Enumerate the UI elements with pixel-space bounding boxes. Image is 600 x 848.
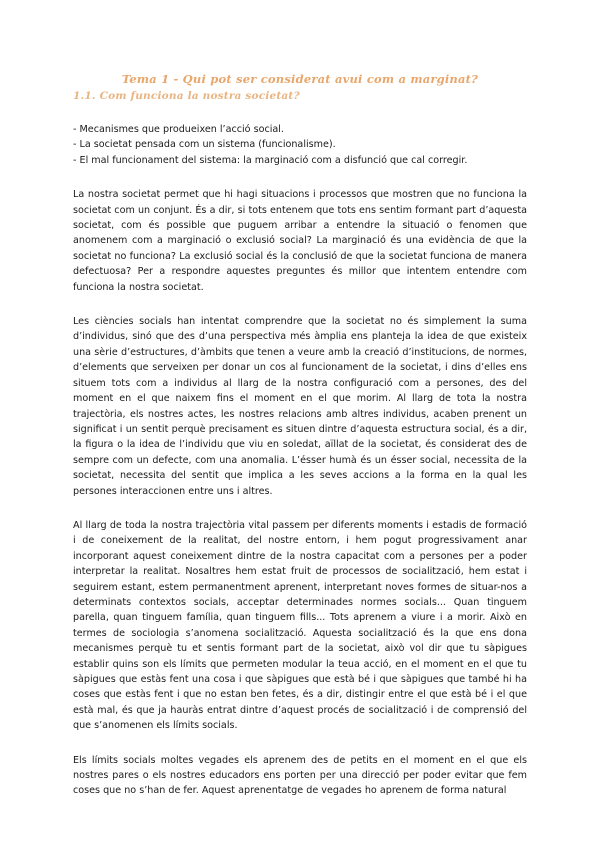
paragraph: Els límits socials moltes vegades els aprenem des de petits en el moment en el que els nostres pares o els nostres educadors ens porten per una direcció per poder evitar que fem coses que no s’han de fer. Aquest aprenentatge de vegades ho aprenem de forma natural (73, 754, 527, 797)
document-page (73, 72, 527, 818)
paragraph: La nostra societat permet que hi hagi situacions i processos que mostren que no funciona la societat com un conjunt. És a dir, si tots entenem que tots ens sentim formant part d’aquesta societat, com és possible que puguem arribar a entendre la situació o fenomen que anomenem com a marginació o exclusió social? La marginació és una evidència de que la societat no funciona? La exclusió social és la conclusió de que la societat funciona de manera defectuosa? Per a respondre aquestes preguntes és millor que intentem entendre com funciona la nostra societat. (73, 189, 527, 293)
bullet-item: - El mal funcionament del sistema: la marginació com a disfunció que cal corregir. (73, 154, 468, 166)
paragraph: Al llarg de toda la nostra trajectòria vital passem per diferents moments i estadis de formació i de coneixement de la realitat, del nostre entorn, i hem pogut progressivament anar incorporant aquest coneixement dintre de la nostra capacitat com a persones per a poder interpretar la realitat. Nosaltres hem estat fruit de processos de socialització, hem estat i seguirem estant, estem permanentment aprenent, interpretant noves formes de situar-nos a determinats contextos socials, acceptar determinades normes socials... Quan tinguem parella, quan tinguem família, quan tinguem fills... Tots aprenem a viure i a morir. Això en termes de sociologia s’anomena socialització. Aquesta socialització és la que ens dona mecanismes perquè tu et sentis formant part de la societat, això vol dir que tu sàpigues establir quins son els límits que permeten modular la teua acció, en el moment en el que tu sàpigues que estàs fent una cosa i que sàpigues que està bé i que sàpigues que també hi ha coses que estàs fent i que no estan ben fetes, és a dir, distingir entre el que està bé i el que està mal, és que ja hauràs entrat dintre d’aquest procés de socialització i de comprensió del que s’anomenen els límits socials. (73, 519, 527, 732)
section-subtitle: 1.1. Com funciona la nostra societat? (73, 90, 300, 102)
bullet-list (73, 122, 527, 168)
bullet-item: - Mecanismes que produeixen l’acció social. (73, 124, 284, 135)
bullet-item: - La societat pensada com un sistema (funcionalisme). (73, 139, 336, 151)
paragraph: Les ciències socials han intentat comprendre que la societat no és simplement la suma d’individus, sinó que des d’una perspectiva més àmplia ens planteja la idea de que existeix una sèrie d’estructures, d’àmbits que tenen a veure amb la creació d’institucions, de normes, d’elements que serveixen per donar un cos al funcionament de la societat, i dins d’elles ens situem tots com a individus al llarg de la nostra configuració com a persones, des del moment en el que naixem fins el moment en el que morim. Al llarg de tota la nostra trajectòria, els nostres actes, les nostres relacions amb altres individus, acaben prenent un significat i un sentit perquè precisament es situen dintre d’aquesta estructura social, és a dir, la figura o la idea de l’individu que viu en soledat, aïllat de la societat, és considerat des de sempre com un defecte, com una anomalia. L’ésser humà és un ésser social, necessita de la societat, necessita del sentit que implica a les seves accions a la forma en la qual les persones interaccionen entre uns i altres. (73, 316, 527, 497)
document-title: Tema 1 - Qui pot ser considerat avui com a marginat? (121, 72, 479, 86)
